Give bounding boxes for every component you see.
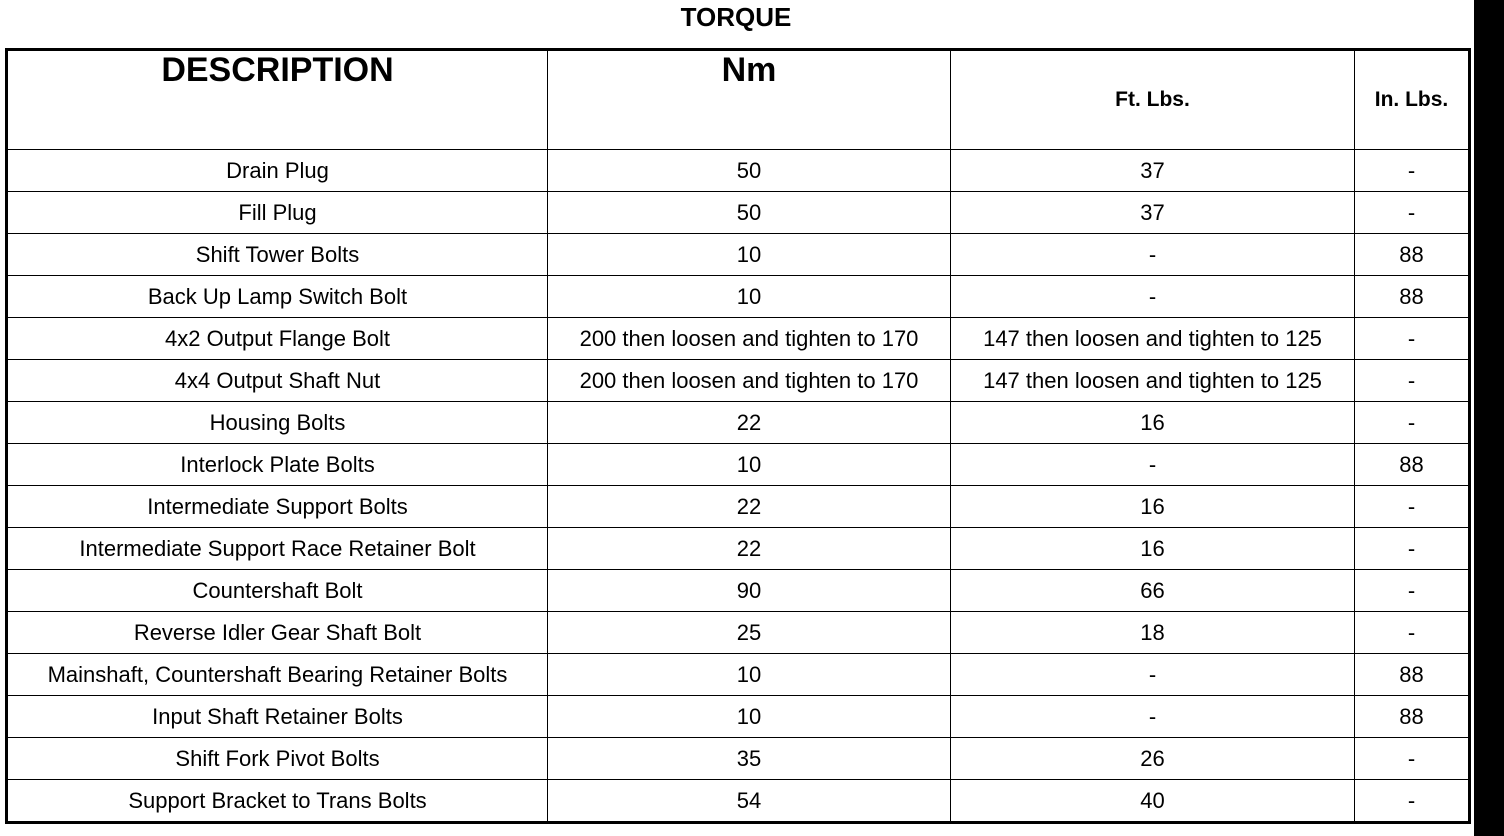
cell-description: Reverse Idler Gear Shaft Bolt	[7, 612, 548, 654]
table-row	[7, 780, 1470, 823]
table-row	[7, 192, 1470, 234]
table-row	[7, 276, 1470, 318]
cell-in-lbs: -	[1355, 570, 1470, 612]
cell-description: Mainshaft, Countershaft Bearing Retainer Bolts	[7, 654, 548, 696]
cell-nm: 10	[548, 234, 951, 276]
cell-ft-lbs: 26	[951, 738, 1355, 780]
column-header-ft-lbs: Ft. Lbs.	[951, 50, 1355, 150]
cell-ft-lbs: 37	[951, 150, 1355, 192]
cell-description: Intermediate Support Race Retainer Bolt	[7, 528, 548, 570]
cell-in-lbs: -	[1355, 402, 1470, 444]
table-header-row	[7, 50, 1470, 150]
cell-ft-lbs: 147 then loosen and tighten to 125	[951, 360, 1355, 402]
cell-nm: 10	[548, 444, 951, 486]
cell-ft-lbs: 16	[951, 528, 1355, 570]
cell-description: Support Bracket to Trans Bolts	[7, 780, 548, 823]
cell-ft-lbs: 66	[951, 570, 1355, 612]
cell-description: Interlock Plate Bolts	[7, 444, 548, 486]
table-row	[7, 612, 1470, 654]
cell-in-lbs: 88	[1355, 696, 1470, 738]
cell-ft-lbs: -	[951, 696, 1355, 738]
cell-nm: 22	[548, 486, 951, 528]
cell-nm: 200 then loosen and tighten to 170	[548, 360, 951, 402]
cell-in-lbs: 88	[1355, 276, 1470, 318]
cell-in-lbs: -	[1355, 318, 1470, 360]
column-header-description: DESCRIPTION	[7, 50, 548, 150]
cell-description: Shift Fork Pivot Bolts	[7, 738, 548, 780]
cell-in-lbs: -	[1355, 150, 1470, 192]
cell-description: Countershaft Bolt	[7, 570, 548, 612]
table-row	[7, 234, 1470, 276]
cell-in-lbs: 88	[1355, 234, 1470, 276]
cell-in-lbs: -	[1355, 192, 1470, 234]
table-row	[7, 486, 1470, 528]
cell-description: Fill Plug	[7, 192, 548, 234]
cell-description: Housing Bolts	[7, 402, 548, 444]
cell-nm: 25	[548, 612, 951, 654]
cell-in-lbs: -	[1355, 528, 1470, 570]
cell-description: Shift Tower Bolts	[7, 234, 548, 276]
cell-nm: 10	[548, 654, 951, 696]
cell-ft-lbs: 147 then loosen and tighten to 125	[951, 318, 1355, 360]
cell-nm: 10	[548, 276, 951, 318]
cell-description: 4x4 Output Shaft Nut	[7, 360, 548, 402]
cell-ft-lbs: -	[951, 444, 1355, 486]
cell-ft-lbs: -	[951, 276, 1355, 318]
table-row	[7, 318, 1470, 360]
cell-in-lbs: -	[1355, 780, 1470, 823]
cell-nm: 50	[548, 150, 951, 192]
cell-description: Input Shaft Retainer Bolts	[7, 696, 548, 738]
cell-nm: 50	[548, 192, 951, 234]
cell-ft-lbs: 40	[951, 780, 1355, 823]
table-body	[7, 150, 1470, 823]
table-row	[7, 444, 1470, 486]
cell-ft-lbs: 16	[951, 402, 1355, 444]
table-row	[7, 696, 1470, 738]
cell-description: Drain Plug	[7, 150, 548, 192]
cell-in-lbs: -	[1355, 486, 1470, 528]
cell-description: Intermediate Support Bolts	[7, 486, 548, 528]
cell-nm: 90	[548, 570, 951, 612]
cell-in-lbs: -	[1355, 360, 1470, 402]
cell-in-lbs: -	[1355, 738, 1470, 780]
table-row	[7, 654, 1470, 696]
cell-description: 4x2 Output Flange Bolt	[7, 318, 548, 360]
column-header-in-lbs: In. Lbs.	[1355, 50, 1470, 150]
cell-ft-lbs: 18	[951, 612, 1355, 654]
cell-nm: 22	[548, 402, 951, 444]
page-title: TORQUE	[680, 2, 792, 32]
cell-ft-lbs: 16	[951, 486, 1355, 528]
cell-nm: 200 then loosen and tighten to 170	[548, 318, 951, 360]
cell-in-lbs: -	[1355, 612, 1470, 654]
cell-ft-lbs: 37	[951, 192, 1355, 234]
cell-in-lbs: 88	[1355, 654, 1470, 696]
cell-nm: 22	[548, 528, 951, 570]
table-row	[7, 528, 1470, 570]
cell-description: Back Up Lamp Switch Bolt	[7, 276, 548, 318]
cell-ft-lbs: -	[951, 234, 1355, 276]
table-row	[7, 570, 1470, 612]
column-header-nm: Nm	[548, 50, 951, 150]
cell-nm: 54	[548, 780, 951, 823]
cell-ft-lbs: -	[951, 654, 1355, 696]
cell-in-lbs: 88	[1355, 444, 1470, 486]
table-row	[7, 402, 1470, 444]
cell-nm: 35	[548, 738, 951, 780]
table-row	[7, 360, 1470, 402]
table-row	[7, 150, 1470, 192]
cell-nm: 10	[548, 696, 951, 738]
table-row	[7, 738, 1470, 780]
page-edge-bar	[1474, 0, 1504, 836]
torque-table	[5, 48, 1471, 824]
